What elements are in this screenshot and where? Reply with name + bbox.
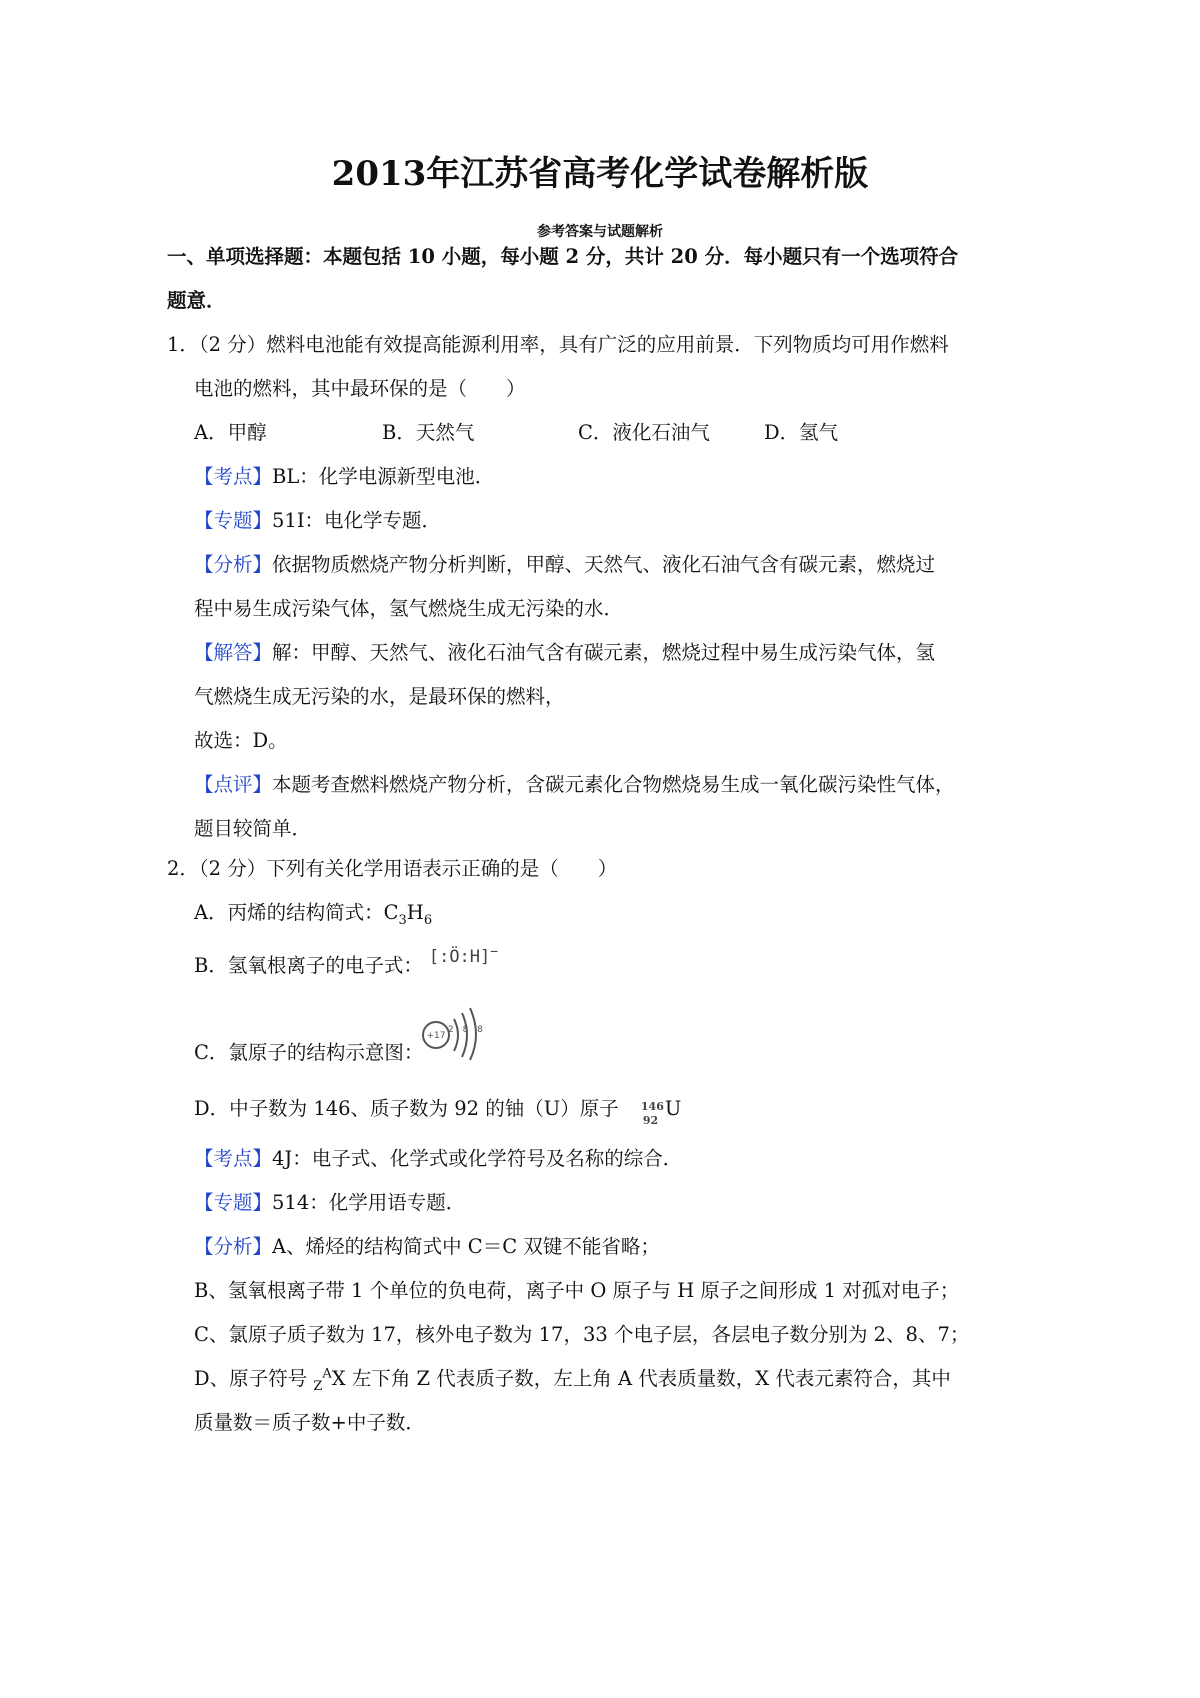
q1-jieda-tag: 【解答】 bbox=[194, 641, 273, 664]
q2-option-a-sub1: 3 bbox=[398, 912, 407, 928]
hydroxide-formula-body: [:Ö:H] bbox=[428, 946, 491, 967]
q2-option-b-text: B．氢氧根离子的电子式： bbox=[194, 954, 423, 977]
q2-fenxi-line1 bbox=[194, 1233, 660, 1261]
q1-zhuanti-text: 51I：电化学专题． bbox=[272, 509, 442, 532]
shell-arc-1 bbox=[454, 1019, 458, 1051]
q2-option-a bbox=[194, 899, 432, 927]
nucleus-label: +17 bbox=[426, 1031, 446, 1041]
q1-jieda-line3: 故选：D。 bbox=[194, 729, 288, 752]
q2-option-a-text: A．丙烯的结构简式：C bbox=[194, 901, 399, 924]
q1-kaodian bbox=[194, 463, 494, 491]
q1-kaodian-tag: 【考点】 bbox=[194, 465, 273, 488]
q2-fenxi-line2: B、氢氧根离子带 1 个单位的负电荷，离子中 O 原子与 H 原子之间形成 1 对孤对电子； bbox=[194, 1279, 960, 1302]
q2-zhuanti bbox=[194, 1189, 465, 1217]
q2-fenxi-text1: A、烯烃的结构简式中 C＝C 双键不能省略； bbox=[272, 1235, 660, 1258]
q1-option-c: C．液化石油气 bbox=[578, 421, 710, 444]
q2-fenxi-tag: 【分析】 bbox=[194, 1235, 273, 1258]
q2-kaodian-text: 4J：电子式、化学式或化学符号及名称的综合． bbox=[272, 1147, 683, 1170]
q2-option-d bbox=[194, 1095, 682, 1127]
q2-option-c bbox=[194, 1039, 423, 1067]
q2-fenxi-text4a: D、原子符号 bbox=[194, 1367, 308, 1390]
uranium-symbol: U bbox=[664, 1097, 682, 1120]
hydroxide-electron-formula bbox=[429, 943, 498, 971]
q1-zhuanti-tag: 【专题】 bbox=[194, 509, 273, 532]
q1-jieda-line1 bbox=[194, 639, 935, 667]
page-title: 2013年江苏省高考化学试卷解析版 bbox=[331, 154, 869, 194]
shell-arc-2 bbox=[462, 1013, 467, 1057]
q2-zhuanti-tag: 【专题】 bbox=[194, 1191, 273, 1214]
q2-option-b bbox=[194, 943, 499, 981]
q2-fenxi-line5: 质量数＝质子数+中子数． bbox=[194, 1411, 425, 1434]
section-heading-line2: 题意． bbox=[167, 289, 226, 312]
q1-option-b: B．天然气 bbox=[382, 421, 475, 444]
q1-option-a: A．甲醇 bbox=[194, 421, 267, 444]
shell-electron-counts: 2 8 8 bbox=[448, 1025, 486, 1035]
q2-kaodian-tag: 【考点】 bbox=[194, 1147, 273, 1170]
q1-dianping-line2: 题目较简单． bbox=[194, 817, 312, 840]
q1-stem-line1: 1．（2 分）燃料电池能有效提高能源利用率，具有广泛的应用前景．下列物质均可用作燃料 bbox=[167, 333, 949, 356]
q1-stem-line2: 电池的燃料，其中最环保的是（ ） bbox=[194, 377, 526, 400]
q2-kaodian bbox=[194, 1145, 682, 1173]
q1-fenxi-text1: 依据物质燃烧产物分析判断，甲醇、天然气、液化石油气含有碳元素，燃烧过 bbox=[272, 553, 936, 576]
q1-kaodian-text: BL：化学电源新型电池． bbox=[272, 465, 495, 488]
q1-dianping-text1: 本题考查燃料燃烧产物分析，含碳元素化合物燃烧易生成一氧化碳污染性气体， bbox=[272, 773, 955, 796]
q1-dianping-tag: 【点评】 bbox=[194, 773, 273, 796]
atomic-notation-z: Z bbox=[313, 1378, 323, 1394]
section-heading-line1: 一、单项选择题：本题包括 10 小题，每小题 2 分，共计 20 分．每小题只有一个选项符合 bbox=[167, 245, 959, 268]
q2-fenxi-line4 bbox=[194, 1365, 951, 1393]
q1-jieda-line2: 气燃烧生成无污染的水，是最环保的燃料， bbox=[194, 685, 565, 708]
q1-fenxi-line2: 程中易生成污染气体，氢气燃烧生成无污染的水． bbox=[194, 597, 624, 620]
uranium-mass-number: 146 bbox=[640, 1100, 664, 1113]
chlorine-atom-diagram bbox=[418, 1005, 488, 1061]
q2-option-d-text: D．中子数为 146、质子数为 92 的铀（U）原子 bbox=[194, 1097, 619, 1120]
page-subtitle: 参考答案与试题解析 bbox=[537, 224, 663, 240]
q1-option-d: D．氢气 bbox=[764, 421, 839, 444]
uranium-atomic-number: 92 bbox=[642, 1114, 659, 1127]
q1-jieda-text1: 解：甲醇、天然气、液化石油气含有碳元素，燃烧过程中易生成污染气体，氢 bbox=[272, 641, 936, 664]
q1-fenxi-tag: 【分析】 bbox=[194, 553, 273, 576]
q1-fenxi-line1 bbox=[194, 551, 935, 579]
atomic-notation-a: A bbox=[322, 1366, 332, 1382]
hydroxide-charge: − bbox=[490, 943, 499, 959]
q2-option-c-text: C．氯原子的结构示意图： bbox=[194, 1041, 424, 1064]
uranium-symbol-indices bbox=[640, 1095, 665, 1127]
q1-zhuanti bbox=[194, 507, 441, 535]
q2-option-a-sub2: 6 bbox=[423, 912, 433, 928]
q2-stem: 2．（2 分）下列有关化学用语表示正确的是（ ） bbox=[167, 857, 618, 880]
q2-fenxi-line3: C、氯原子质子数为 17，核外电子数为 17，33 个电子层，各层电子数分别为 2、8、7； bbox=[194, 1323, 970, 1346]
q1-dianping-line1 bbox=[194, 771, 955, 799]
q2-fenxi-text4b: X 左下角 Z 代表质子数，左上角 A 代表质量数，X 代表元素符合，其中 bbox=[331, 1367, 951, 1390]
q2-option-a-h: H bbox=[406, 901, 424, 924]
q2-zhuanti-text: 514：化学用语专题． bbox=[272, 1191, 466, 1214]
